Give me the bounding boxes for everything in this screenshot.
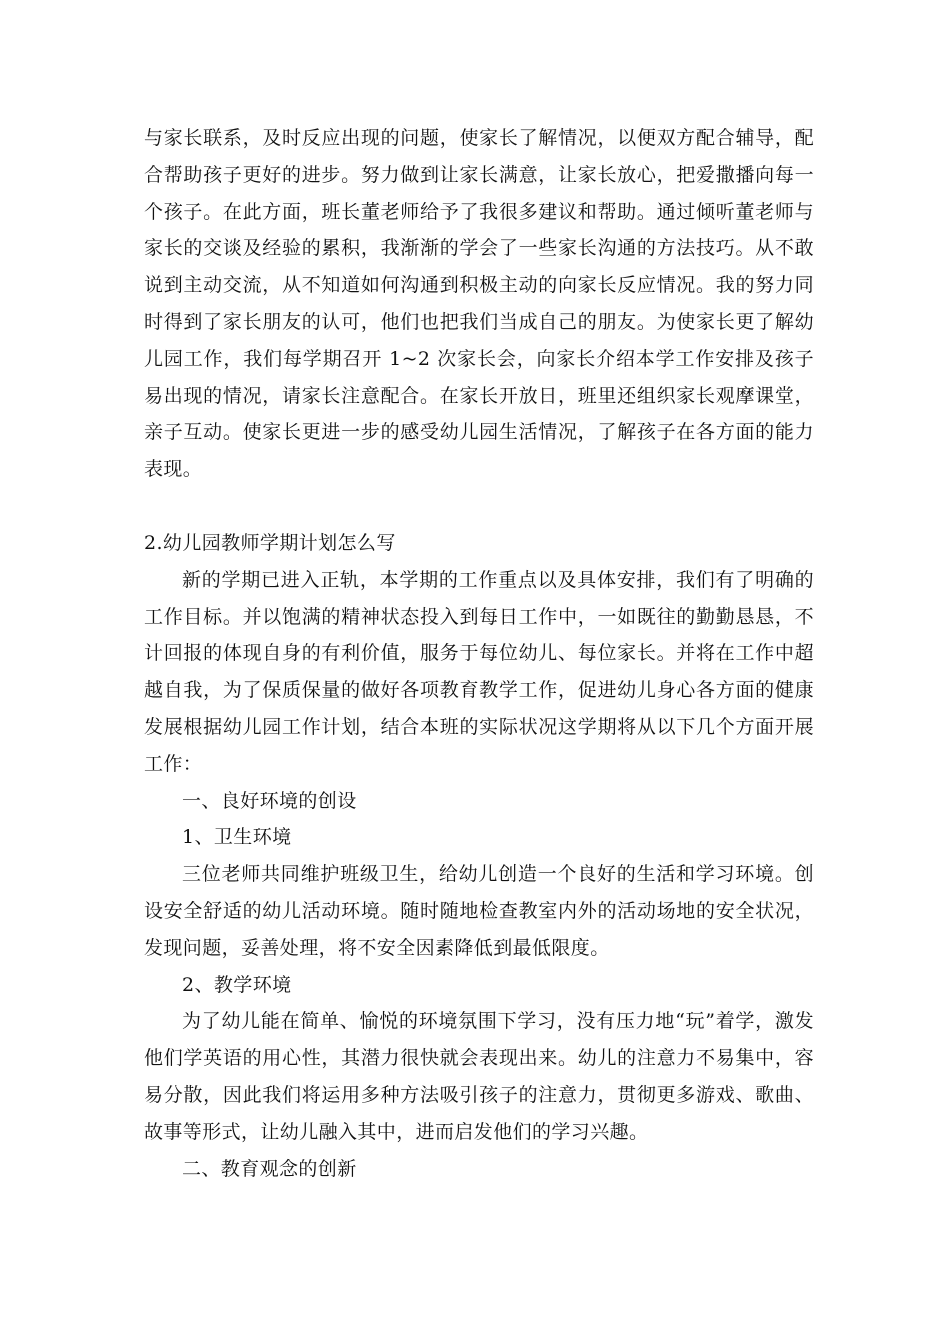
heading-innovation: 二、教育观念的创新 [182,1157,357,1180]
continuation-paragraph: 与家长联系，及时反应出现的问题，使家长了解情况，以便双方配合辅导，配合帮助孩子更好的进步。努力做到让家长满意，让家长放心，把爱撒播向每一个孩子。在此方面，班长董老师给予了我很多建议和帮助。通过倾听董老师与家长的交谈及经验的累积，我渐渐的学会了一些家长沟通的方法技巧。从不敢说到主动交流，从不知道如何沟通到积极主动的向家长反应情况。我的努力同时得到了家长朋友的认可，他们也把我们当成自己的朋友。为使家长更了解幼儿园工作，我们每学期召开 1~2 次家长会，向家长介绍本学工作安排及孩子易出现的情况，请家长注意配合。在家长开放日，班里还组织家长观摩课堂，亲子互动。使家长更进一步的感受幼儿园生活情况，了解孩子在各方面的能力表现。 [144,127,814,481]
heading-environment: 一、良好环境的创设 [182,789,357,812]
teaching-paragraph: 为了幼儿能在简单、愉悦的环境氛围下学习，没有压力地“玩”着学，激发他们学英语的用心性，其潜力很快就会表现出来。幼儿的注意力不易集中，容易分散，因此我们将运用多种方法吸引孩子的注意力，贯彻更多游戏、歌曲、故事等形式，让幼儿融入其中，进而启发他们的学习兴趣。 [144,1010,814,1143]
subheading-teaching: 2、教学环境 [182,973,292,996]
subheading-hygiene: 1、卫生环境 [182,826,292,849]
section-title: 2.幼儿园教师学期计划怎么写 [144,531,396,554]
intro-paragraph: 新的学期已进入正轨，本学期的工作重点以及具体安排，我们有了明确的工作目标。并以饱满的精神状态投入到每日工作中，一如既往的勤勤恳恳，不计回报的体现自身的有利价值，服务于每位幼儿、每位家长。并将在工作中超越自我，为了保质保量的做好各项教育教学工作，促进幼儿身心各方面的健康发展根据幼儿园工作计划，结合本班的实际状况这学期将从以下几个方面开展工作： [144,568,814,775]
hygiene-paragraph: 三位老师共同维护班级卫生，给幼儿创造一个良好的生活和学习环境。创设安全舒适的幼儿活动环境。随时随地检查教室内外的活动场地的安全状况，发现问题，妥善处理，将不安全因素降低到最低限度。 [144,863,814,959]
document-body [144,120,814,1187]
paragraph-spacer [144,488,814,525]
